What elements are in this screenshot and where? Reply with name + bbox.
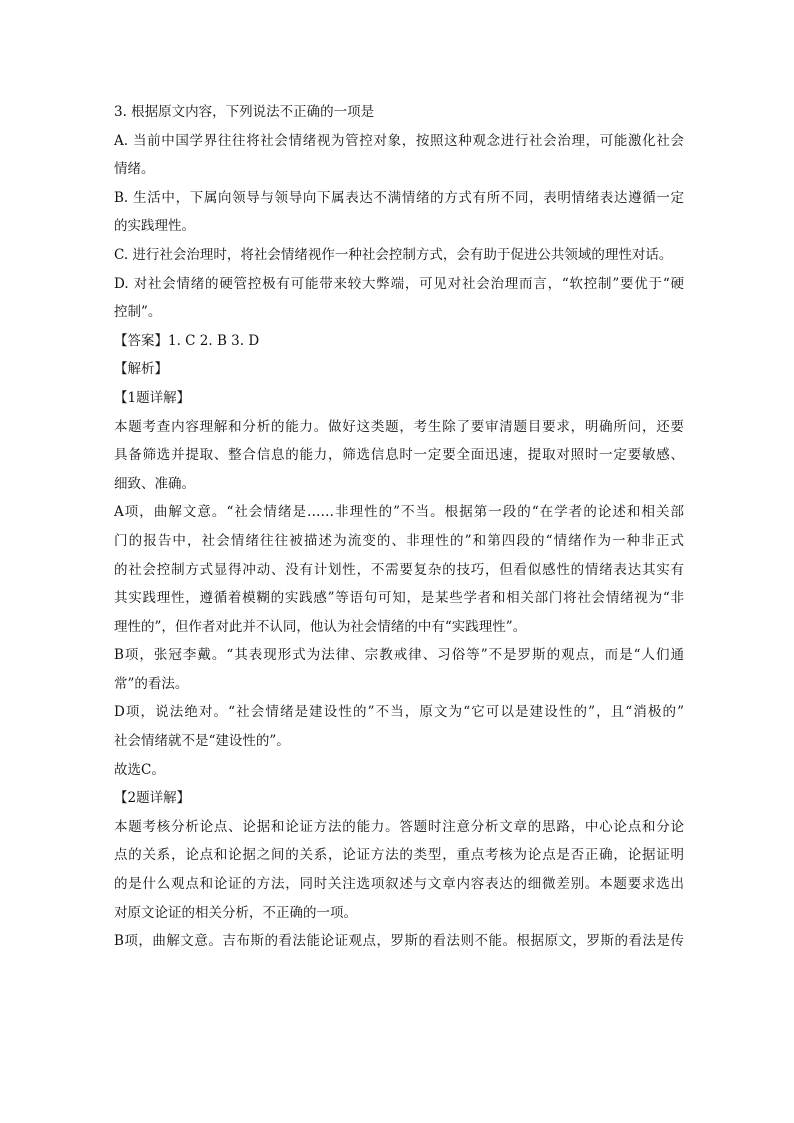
text-line: B. 生活中，下属向领导与领导向下属表达不满情绪的方式有所不同，表明情绪表达遵循一定: [114, 189, 684, 206]
text-line: 门的报告中，社会情绪往往被描述为流变的、非理性的”和第四段的“情绪作为一种非正式: [114, 532, 684, 549]
text-line: 【2题详解】: [114, 790, 191, 807]
text-line: 点的关系，论点和论据之间的关系，论证方法的类型，重点考核为论点是否正确，论据证明: [114, 847, 684, 864]
text-line: 故选C。: [114, 761, 165, 778]
text-line: 情绪。: [114, 161, 155, 178]
text-line: A. 当前中国学界往往将社会情绪视为管控对象，按照这种观念进行社会治理，可能激化社会: [114, 132, 684, 149]
text-line: 细致、准确。: [114, 475, 195, 492]
text-line: B项，曲解文意。吉布斯的看法能论证观点，罗斯的看法则不能。根据原文，罗斯的看法是传: [114, 933, 684, 950]
text-line: 本题考核分析论点、论据和论证方法的能力。答题时注意分析文章的思路，中心论点和分论: [114, 818, 684, 835]
text-line: 对原文论证的相关分析，不正确的一项。: [114, 904, 357, 921]
text-line: 3. 根据原文内容，下列说法不正确的一项是: [114, 104, 375, 120]
text-line: 【1题详解】: [114, 389, 191, 406]
document-body: [114, 98, 684, 956]
text-line: 的实践理性。: [114, 218, 195, 235]
text-line: A项，曲解文意。“社会情绪是……非理性的”不当。根据第一段的“在学者的论述和相关部: [114, 504, 684, 521]
text-line: 具备筛选并提取、整合信息的能力，筛选信息时一定要全面迅速，提取对照时一定要敏感、: [114, 447, 684, 464]
text-line: 的社会控制方式显得冲动、没有计划性，不需要复杂的技巧，但看似感性的情绪表达其实有: [114, 561, 684, 578]
text-line: 理性的”，但作者对此并不认同，他认为社会情绪的中有“实践理性”。: [114, 618, 527, 635]
text-line: 的是什么观点和论证的方法，同时关注选项叙述与文章内容表达的细微差别。本题要求选出: [114, 876, 684, 893]
text-line: D项，说法绝对。“社会情绪是建设性的”不当，原文为“它可以是建设性的”，且“消极的”: [114, 704, 684, 721]
text-line: 【解析】: [114, 361, 168, 378]
text-line: 社会情绪就不是“建设性的”。: [114, 733, 290, 750]
text-line: 常”的看法。: [114, 675, 189, 692]
text-line: 【答案】1. C 2. B 3. D: [114, 332, 260, 349]
text-line: 控制”。: [114, 304, 162, 321]
text-line: C. 进行社会治理时，将社会情绪视作一种社会控制方式，会有助于促进公共领域的理性对话。: [114, 246, 673, 263]
text-line: 本题考查内容理解和分析的能力。做好这类题，考生除了要审清题目要求，明确所问，还要: [114, 418, 684, 435]
text-line: D. 对社会情绪的硬管控极有可能带来较大弊端，可见对社会治理而言，“软控制”要优于“硬: [114, 275, 684, 292]
text-line: B项，张冠李戴。“其表现形式为法律、宗教戒律、习俗等”不是罗斯的观点，而是“人们通: [114, 647, 684, 664]
text-line: 其实践理性，遵循着模糊的实践感”等语句可知，是某些学者和相关部门将社会情绪视为“非: [114, 590, 684, 607]
